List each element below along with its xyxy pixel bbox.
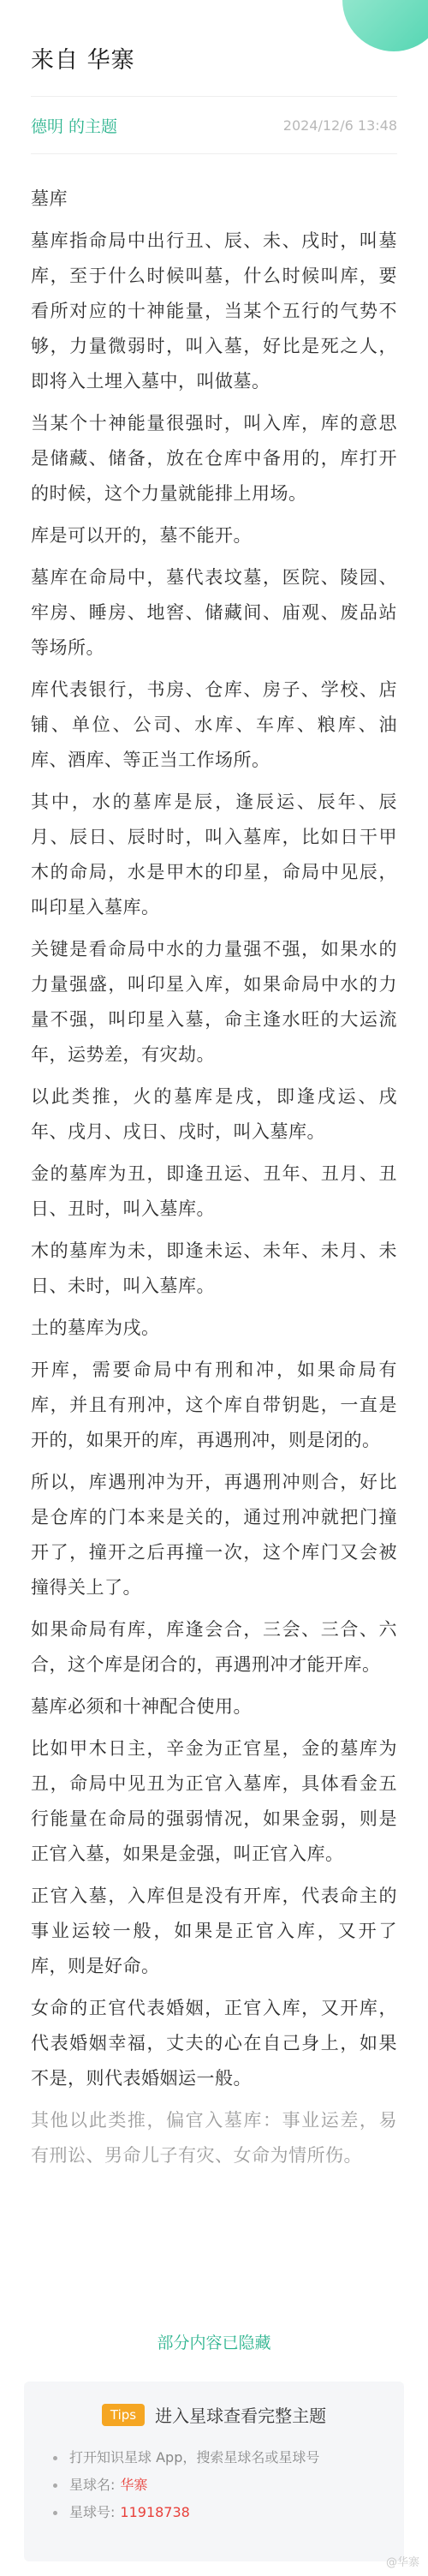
author-link[interactable]: 德明 的主题 bbox=[31, 117, 118, 136]
post-timestamp: 2024/12/6 13:48 bbox=[282, 117, 397, 134]
paragraph: 墓库在命局中，墓代表坟墓，医院、陵园、牢房、睡房、地窖、储藏间、庙观、废品站等场所。 bbox=[31, 567, 397, 658]
faded-paragraph: 其他以此类推，偏官入墓库：事业运差，易有刑讼、男命儿子有灾、女命为情所伤。 bbox=[31, 2110, 397, 2166]
tips-list bbox=[48, 2444, 380, 2526]
paragraph: 木的墓库为未，即逢未运、未年、未月、未日、未时，叫入墓库。 bbox=[31, 1240, 397, 1296]
bullet-icon bbox=[53, 2511, 57, 2515]
paragraph: 墓库必须和十神配合使用。 bbox=[31, 1696, 252, 1717]
paragraph: 开库，需要命局中有刑和冲，如果命局有库，并且有刑冲，这个库自带钥匙，一直是开的，如果开的库，再遇刑冲，则是闭的。 bbox=[31, 1360, 397, 1450]
list-item bbox=[48, 2444, 380, 2471]
list-item bbox=[48, 2471, 380, 2499]
planet-name-value: 华寨 bbox=[120, 2477, 148, 2493]
paragraph: 其中，水的墓库是辰，逢辰运、辰年、辰月、辰日、辰时时，叫入墓库，比如日干甲木的命局，水是甲木的印星，命局中见辰，叫印星入墓库。 bbox=[31, 792, 397, 917]
paragraph: 比如甲木日主，辛金为正官星，金的墓库为丑，命局中见丑为正官入墓库，具体看金五行能量在命局的强弱情况，如果金弱，则是正官入墓，如果是金强，叫正官入库。 bbox=[31, 1738, 397, 1864]
paragraph: 墓库 bbox=[31, 188, 68, 209]
paragraph: 正官入墓，入库但是没有开库，代表命主的事业运较一般，如果是正官入库，又开了库，则是好命。 bbox=[31, 1886, 397, 1976]
paragraph: 库代表银行，书房、仓库、房子、学校、店铺、单位、公司、水库、车库、粮库、油库、酒库、等正当工作场所。 bbox=[31, 679, 397, 770]
page-title: 来自 华寨 bbox=[31, 47, 135, 74]
bullet-icon bbox=[53, 2483, 57, 2488]
paragraph: 当某个十神能量很强时，叫入库，库的意思是储藏、储备，放在仓库中备用的，库打开的时候，这个力量就能排上用场。 bbox=[31, 413, 397, 504]
tips-item-text: 星球名: bbox=[69, 2477, 116, 2493]
tips-card bbox=[24, 2382, 404, 2561]
tips-item-text: 打开知识星球 App，搜索星球名或星球号 bbox=[69, 2449, 320, 2465]
post-meta bbox=[0, 97, 428, 153]
watermark: @华寨 bbox=[385, 2556, 419, 2569]
paragraph: 库是可以开的，墓不能开。 bbox=[31, 525, 252, 546]
paragraph: 如果命局有库，库逢会合，三会、三合、六合，这个库是闭合的，再遇刑冲才能开库。 bbox=[31, 1619, 397, 1675]
tips-title: 进入星球查看完整主题 bbox=[155, 2406, 327, 2426]
paragraph: 女命的正官代表婚姻，正官入库，又开库，代表婚姻幸福，丈夫的心在自己身上，如果不是，则代表婚姻运一般。 bbox=[31, 1998, 397, 2089]
planet-id-value: 11918738 bbox=[120, 2504, 190, 2520]
paragraph: 墓库指命局中出行丑、辰、未、戌时，叫墓库，至于什么时候叫墓，什么时候叫库，要看所对应的十神能量，当某个五行的气势不够，力量微弱时，叫入墓，好比是死之人，即将入土埋入墓中，叫做墓。 bbox=[31, 230, 397, 391]
post-content bbox=[0, 154, 428, 2322]
tips-item-text: 星球号: bbox=[69, 2504, 116, 2520]
paragraph: 土的墓库为戌。 bbox=[31, 1318, 160, 1338]
paragraph: 关键是看命局中水的力量强不强，如果水的力量强盛，叫印星入库，如果命局中水的力量不强，叫印星入墓，命主逢水旺的大运流年，运势差，有灾劫。 bbox=[31, 939, 397, 1065]
paragraph: 金的墓库为丑，即逢丑运、丑年、丑月、丑日、丑时，叫入墓库。 bbox=[31, 1163, 397, 1219]
hidden-content-notice[interactable]: 部分内容已隐藏 bbox=[157, 2334, 271, 2352]
tips-badge: Tips bbox=[102, 2404, 145, 2426]
tips-header bbox=[48, 2402, 380, 2427]
bullet-icon bbox=[53, 2456, 57, 2460]
paragraph: 所以，库遇刑冲为开，再遇刑冲则合，好比是仓库的门本来是关的，通过刑冲就把门撞开了，撞开之后再撞一次，这个库门又会被撞得关上了。 bbox=[31, 1472, 397, 1598]
list-item bbox=[48, 2499, 380, 2526]
paragraph: 以此类推，火的墓库是戌，即逢戌运、戌年、戌月、戌日、戌时，叫入墓库。 bbox=[31, 1086, 397, 1142]
fade-overlay bbox=[0, 2244, 428, 2322]
